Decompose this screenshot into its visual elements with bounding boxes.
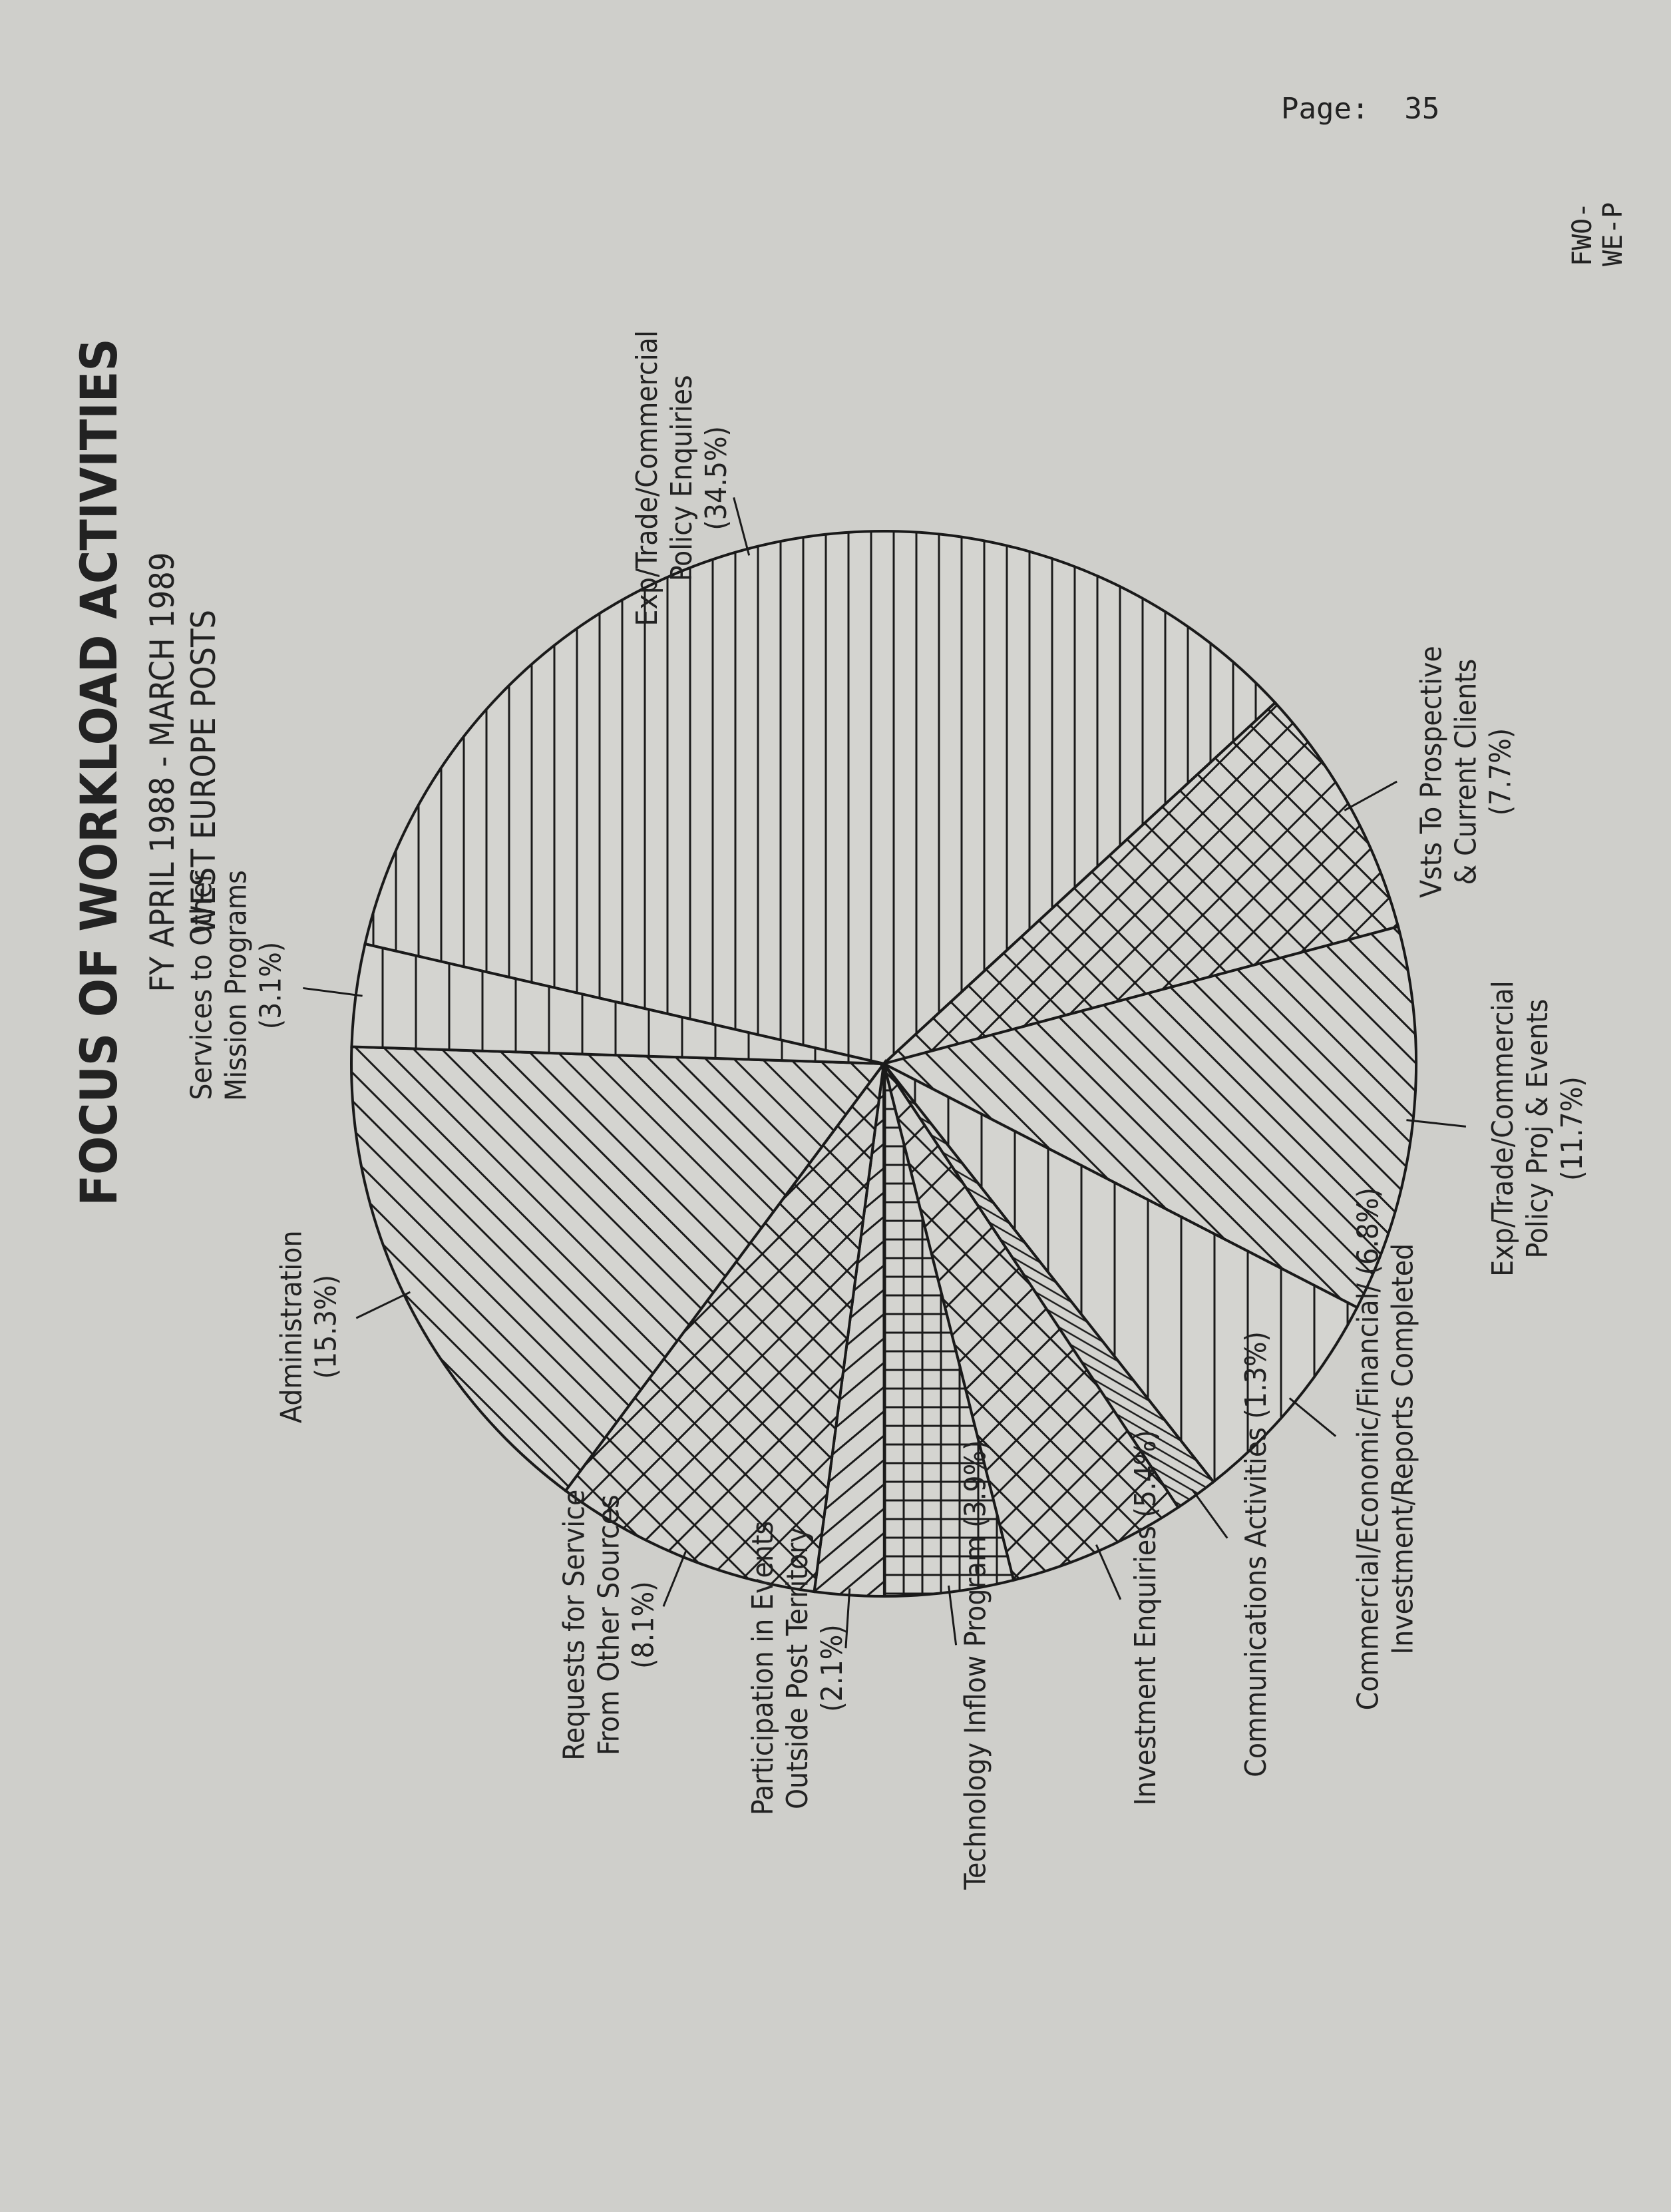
slice-label	[1351, 1188, 1419, 1710]
slice-label	[958, 1440, 992, 1890]
leader-line	[1344, 781, 1397, 810]
slice-label-line: Services to Other	[184, 871, 219, 1100]
slice-label-line: Mission Programs	[219, 870, 254, 1101]
slice-label	[274, 1230, 343, 1423]
slice-label-line: (3.1%)	[254, 941, 288, 1030]
slice-label-line: (15.3%)	[309, 1274, 343, 1379]
leader-line	[1192, 1490, 1227, 1538]
slice-label-line: (8.1%)	[626, 1581, 661, 1669]
leader-line	[1406, 1120, 1465, 1127]
slice-label-line: Requests for Service	[557, 1489, 592, 1761]
chart-subtitle-period: FY APRIL 1988 - MARCH 1989	[143, 552, 182, 993]
slice-label-line: (7.7%)	[1483, 728, 1518, 816]
slice-label-line: Technology Inflow Program (3.9%)	[958, 1440, 993, 1890]
slice-label	[1239, 1331, 1273, 1777]
slice-label-line: & Current Clients	[1449, 658, 1483, 885]
slice-label	[1129, 1430, 1163, 1805]
slice-label-line: Policy Proj & Events	[1520, 998, 1555, 1259]
slice-label-line: Commercial/Economic/Financial/ (6.8%)	[1351, 1187, 1386, 1711]
leader-line	[1096, 1545, 1120, 1600]
slice-label-line: Administration	[274, 1230, 309, 1423]
slice-label	[1486, 981, 1589, 1277]
slice-label-line: (2.1%)	[815, 1624, 849, 1712]
slice-label-line: (11.7%)	[1555, 1076, 1589, 1181]
slice-label-line: (34.5%)	[699, 426, 733, 531]
slice-label-line: Communications Activities (1.3%)	[1238, 1331, 1273, 1777]
leader-line	[303, 988, 362, 996]
leader-line	[663, 1551, 686, 1606]
slice-label-line: Outside Post Territory	[780, 1527, 815, 1810]
chart-title: FOCUS OF WORKLOAD ACTIVITIES	[69, 338, 128, 1206]
slice-label-line: Investment Enquiries (5.4%)	[1128, 1430, 1163, 1806]
leader-line	[356, 1292, 410, 1318]
slice-label-line: Exp/Trade/Commercial	[630, 330, 664, 626]
slice-label-line: Participation in Events	[745, 1521, 780, 1816]
leader-line	[1290, 1398, 1336, 1436]
slice-label-line: Investment/Reports Completed	[1386, 1243, 1420, 1655]
slice-label-line: Exp/Trade/Commercial	[1485, 981, 1520, 1277]
leader-line	[949, 1586, 956, 1645]
page-number: Page: 35	[1281, 92, 1440, 126]
slice-label	[185, 870, 288, 1101]
slice-label-line: Vsts To Prospective	[1414, 646, 1449, 898]
slice-label	[1414, 646, 1517, 898]
slice-label-line: From Other Sources	[592, 1494, 626, 1755]
slice-label-line: Policy Enquiries	[664, 375, 699, 582]
chart-subtitle-region: WEST EUROPE POSTS	[184, 609, 223, 935]
leader-line	[734, 497, 749, 555]
document-code: FWO-WE-P	[1567, 202, 1628, 266]
